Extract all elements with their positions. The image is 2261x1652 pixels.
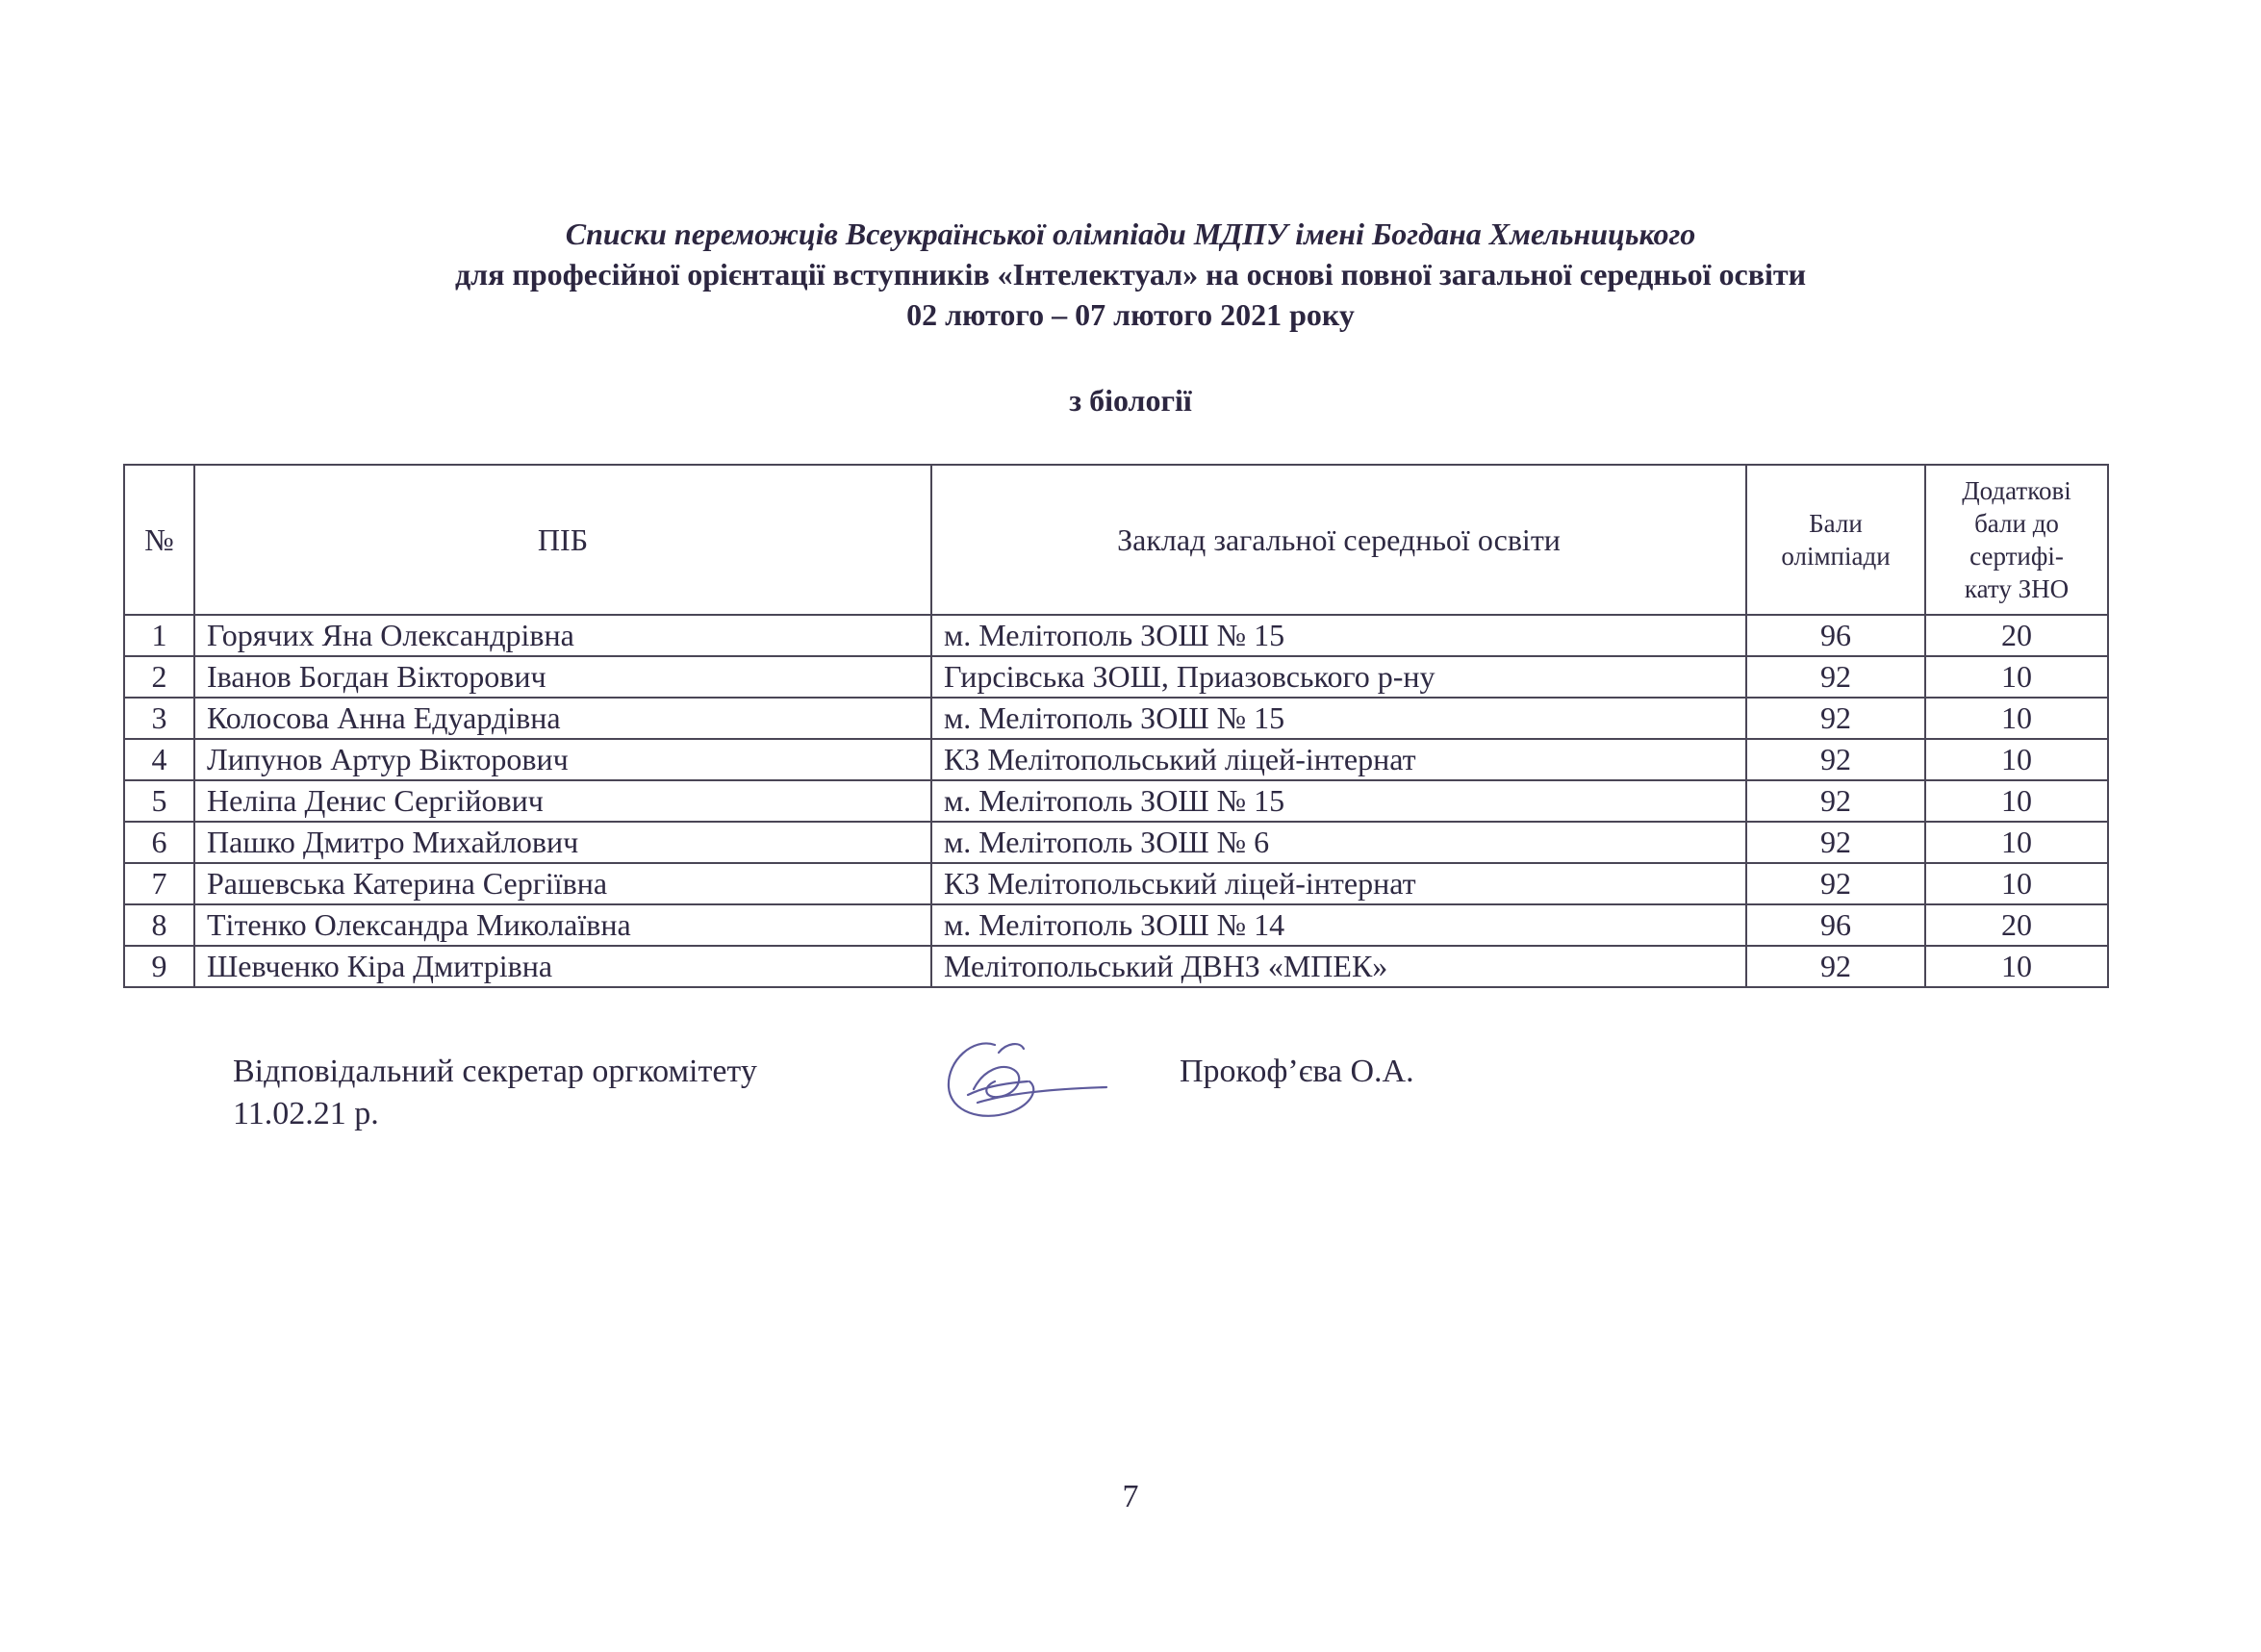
table-row [124,739,2108,780]
row-number: 7 [124,863,194,904]
title-line-3: 02 лютого – 07 лютого 2021 року [906,297,1355,332]
row-number: 9 [124,946,194,987]
row-name: Тітенко Олександра Миколаївна [194,904,931,946]
row-school: м. Мелітополь ЗОШ № 15 [931,780,1746,822]
subject-heading: з біології [1069,383,1192,418]
title-line-2: для професійної орієнтації вступників «Інтелектуал» на основі повної загальної середньої освіти [454,257,1807,292]
row-school: м. Мелітополь ЗОШ № 15 [931,698,1746,739]
row-bonus: 20 [1925,904,2108,946]
title-line-1: Списки переможців Всеукраїнської олімпіади МДПУ імені Богдана Хмельницького [565,216,1696,251]
column-header-bonus [1925,465,2108,615]
row-number: 1 [124,615,194,656]
row-number: 5 [124,780,194,822]
row-score: 92 [1746,946,1925,987]
handwritten-signature-icon [935,1031,1108,1128]
row-bonus: 20 [1925,615,2108,656]
row-number: 4 [124,739,194,780]
column-header-score-line: олімпіади [1781,542,1891,571]
row-school: Мелітопольський ДВНЗ «МПЕК» [931,946,1746,987]
signature-date: 11.02.21 р. [233,1096,379,1131]
row-bonus: 10 [1925,946,2108,987]
table-row [124,615,2108,656]
row-school: Гирсівська ЗОШ, Приазовського р-ну [931,656,1746,698]
signatory-position: Відповідальний секретар оргкомітету [233,1054,757,1089]
table-header-row [124,465,2108,615]
winners-table [123,464,2109,988]
row-bonus: 10 [1925,780,2108,822]
row-score: 92 [1746,780,1925,822]
column-header-bonus-line: Додаткові [1962,476,2071,505]
column-header-bonus-line: кату ЗНО [1964,574,2070,603]
row-score: 92 [1746,698,1925,739]
row-name: Шевченко Кіра Дмитрівна [194,946,931,987]
row-name: Неліпа Денис Сергійович [194,780,931,822]
row-name: Пашко Дмитро Михайлович [194,822,931,863]
row-bonus: 10 [1925,656,2108,698]
row-school: м. Мелітополь ЗОШ № 14 [931,904,1746,946]
column-header-score-line: Бали [1809,509,1863,538]
row-school: м. Мелітополь ЗОШ № 15 [931,615,1746,656]
row-bonus: 10 [1925,698,2108,739]
column-header-bonus-line: сертифі- [1969,542,2064,571]
row-name: Колосова Анна Едуардівна [194,698,931,739]
column-header-score [1746,465,1925,615]
row-number: 8 [124,904,194,946]
row-bonus: 10 [1925,822,2108,863]
column-header-school: Заклад загальної середньої освіти [931,465,1746,615]
page-number: 7 [1122,1479,1139,1514]
table-row [124,780,2108,822]
row-score: 92 [1746,656,1925,698]
column-header-num: № [124,465,194,615]
row-score: 92 [1746,739,1925,780]
row-school: м. Мелітополь ЗОШ № 6 [931,822,1746,863]
row-school: КЗ Мелітопольський ліцей-інтернат [931,863,1746,904]
row-score: 96 [1746,615,1925,656]
table-row [124,863,2108,904]
column-header-bonus-line: бали до [1974,509,2059,538]
signatory-block [233,1051,757,1135]
table-row [124,698,2108,739]
row-score: 96 [1746,904,1925,946]
row-number: 6 [124,822,194,863]
table-row [124,822,2108,863]
table-row [124,946,2108,987]
column-header-name: ПІБ [194,465,931,615]
row-name: Рашевська Катерина Сергіївна [194,863,931,904]
row-score: 92 [1746,822,1925,863]
row-number: 3 [124,698,194,739]
row-score: 92 [1746,863,1925,904]
row-school: КЗ Мелітопольський ліцей-інтернат [931,739,1746,780]
document-title [0,214,2261,335]
row-bonus: 10 [1925,863,2108,904]
table-row [124,656,2108,698]
row-name: Липунов Артур Вікторович [194,739,931,780]
row-bonus: 10 [1925,739,2108,780]
signatory-name: Прокоф’єва О.А. [1180,1054,1414,1089]
row-number: 2 [124,656,194,698]
table-row [124,904,2108,946]
row-name: Горячих Яна Олександрівна [194,615,931,656]
row-name: Іванов Богдан Вікторович [194,656,931,698]
